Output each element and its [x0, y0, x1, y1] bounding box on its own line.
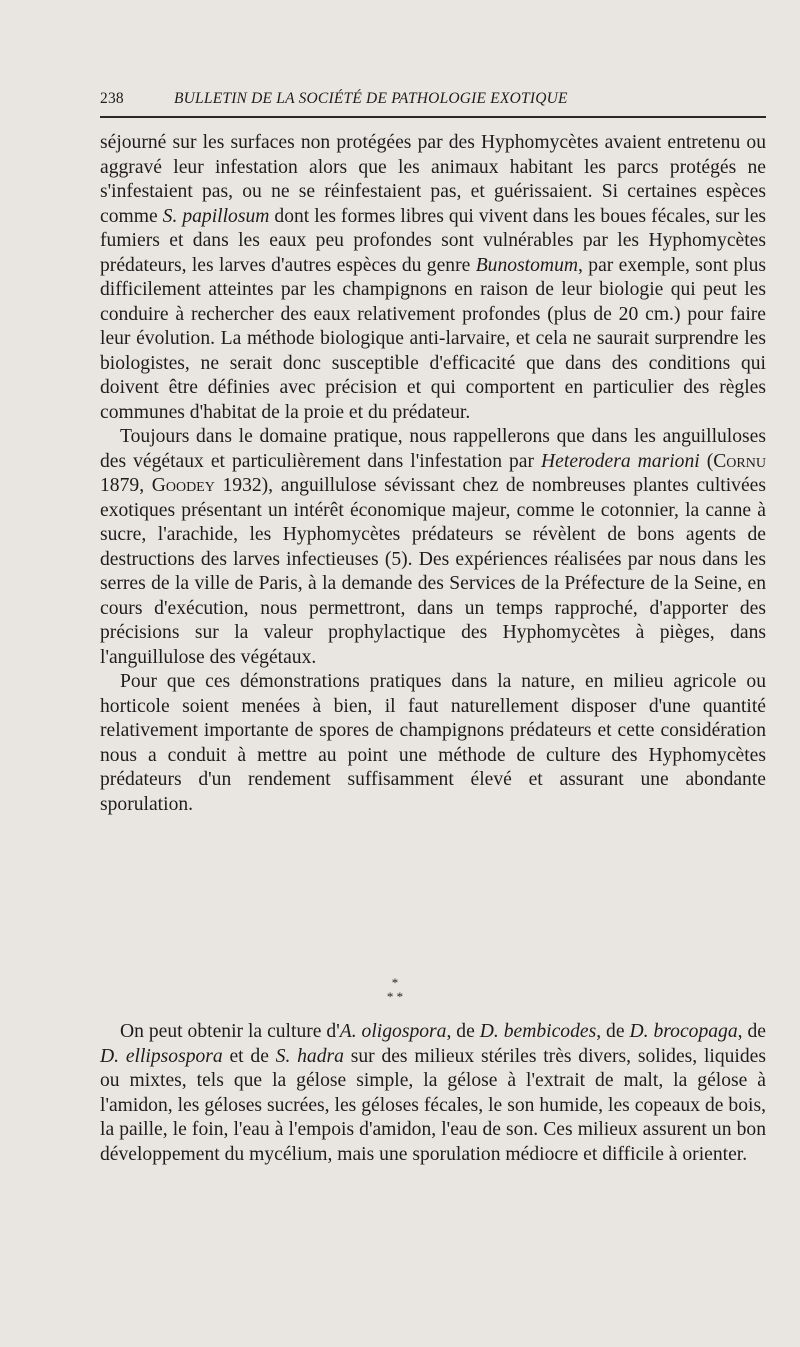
p2-text-a: Toujours dans le domaine pratique, nous rappellerons que dans les anguilluloses des végétaux et particulièrement dans l'infestation par [100, 426, 766, 472]
p4-text-e: et de [222, 1045, 276, 1067]
p1-species-1: S. papillosum [162, 205, 270, 227]
p4-text-a: On peut obtenir la culture d' [120, 1021, 340, 1042]
p2-author-2: Goodey [151, 475, 215, 496]
p1-text-b: dont les formes libres qui vivent dans les boues fécales, sur les fumiers et dans les eaux peu profondes sont vulnérables par les Hyphomycètes prédateurs, les larves d'autres espèces du genre [100, 205, 767, 276]
p4-species-2: D. bembicodes [479, 1021, 597, 1042]
p4-text-b: , de [446, 1021, 480, 1042]
section-text [100, 1020, 766, 1167]
separator-star-top: * [391, 975, 399, 990]
section-separator [370, 976, 420, 1004]
p2-text-d: 1932), anguillulose sévissant chez de nombreuses plantes cultivées exotiques présentant un intérêt économique majeur, comme le cotonnier, la canne à sucre, l'arachide, les Hyphomycètes prédateurs se révèlent de bons agents de destructions des larves infectieuses (5). Des expériences réalisées par nous dans les serres de la ville de Paris, à la demande des Services de la Préfecture de la Seine, en cours d'exécution, nous permettront, dans un temps rapproché, d'apporter des précisions sur la valeur prophylactique des Hyphomycètes à pièges, dans l'anguillulose des végétaux. [100, 475, 766, 668]
p2-text-b: ( [699, 450, 714, 472]
paragraph-1 [100, 131, 766, 425]
p1-genus: Bunostomum [475, 254, 579, 276]
paragraph-4 [100, 1020, 766, 1167]
p2-author-1: Cornu [713, 450, 766, 472]
p4-species-5: S. hadra [275, 1045, 344, 1067]
separator-stars-bottom: * * [386, 989, 404, 1004]
p1-text-c: , par exemple, sont plus difficilement atteintes par les champignons en raison de leur biologie qui peut les conduire à rechercher des eaux relativement profondes (plus de 20 cm.) pour faire leur évolution. La méthode biologique anti-larvaire, et cela ne saurait surprendre les biologistes, ne serait donc susceptible d'efficacité que dans des conditions qui doivent être définies avec précision et qui comportent en particulier des règles communes d'habitat de la proie et du prédateur. [100, 254, 766, 423]
journal-title: BULLETIN DE LA SOCIÉTÉ DE PATHOLOGIE EXOTIQUE [174, 90, 568, 107]
p1-text-a: séjourné sur les surfaces non protégées par des Hyphomycètes avaient entretenu ou aggravé leur infestation alors que les animaux habitant les parcs protégés ne s'infestaient pas, ou ne se réinfestaient pas, et guérissaient. Si certaines espèces comme [100, 132, 766, 227]
paragraph-2 [100, 425, 766, 670]
p4-species-4: D. ellipsospora [100, 1045, 223, 1067]
page-number: 238 [100, 90, 124, 107]
p4-species-3: D. brocopaga [629, 1021, 738, 1042]
running-header [100, 86, 766, 116]
p4-species-1: A. oligospora [339, 1021, 447, 1042]
p4-text-f: sur des milieux stériles très divers, solides, liquides ou mixtes, tels que la gélose simple, la gélose à l'extrait de malt, la gélose à l'amidon, les géloses sucrées, les géloses fécales, le son humide, les copeaux de bois, la paille, le foin, l'eau à l'empois d'amidon, l'eau de son. Ces milieux assurent un bon développement du mycélium, mais une sporulation médiocre et difficile à orienter. [100, 1045, 766, 1165]
p4-text-d: , de [737, 1021, 766, 1042]
header-rule [100, 116, 766, 118]
p2-species: Heterodera marioni [541, 450, 700, 472]
p4-text-c: , de [596, 1021, 630, 1042]
p2-text-c: 1879, [100, 475, 152, 496]
paragraph-3: Pour que ces démonstrations pratiques dans la nature, en milieu agricole ou horticole soient menées à bien, il faut naturellement disposer d'une quantité relativement importante de spores de champignons prédateurs et cette considération nous a conduit à mettre au point une méthode de culture des Hyphomycètes prédateurs d'un rendement suffisamment élevé et assurant une abondante sporulation. [100, 671, 766, 815]
main-text [100, 131, 766, 817]
